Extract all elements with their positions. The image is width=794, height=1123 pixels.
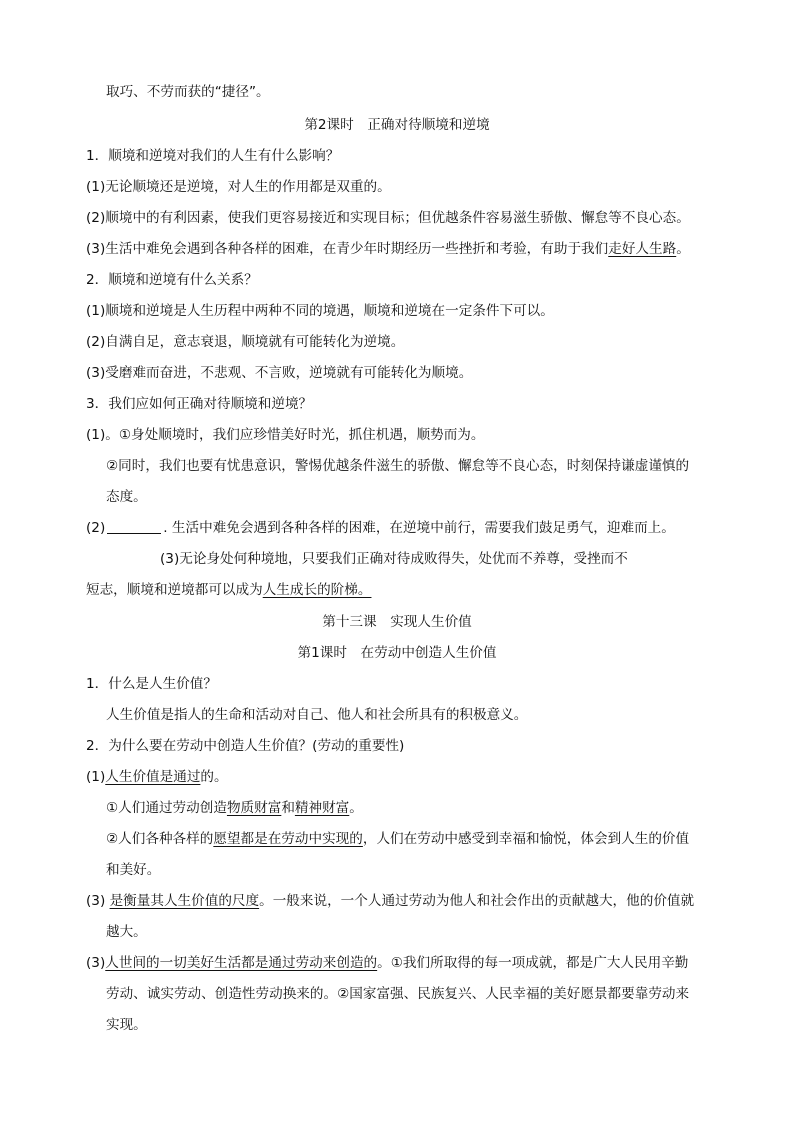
answer-line <box>86 953 726 973</box>
question-2-heading: 2．为什么要在劳动中创造人生价值？(劳动的重要性) <box>86 738 405 754</box>
text-span: 。①我们所取得的每一项成就，都是广大人民用辛勤 <box>377 955 689 971</box>
underlined-text: 物质财富 <box>226 800 282 816</box>
answer-line <box>106 829 746 849</box>
text-span: ，人们在劳动中感受到幸福和愉悦，体会到人生的价值 <box>362 831 690 847</box>
question-1-heading: 1．什么是人生价值？ <box>86 676 217 692</box>
text-span: 。 <box>676 241 690 257</box>
text-span: (2) <box>86 520 106 536</box>
fill-in-blank <box>107 519 161 534</box>
text-span: 。一般来说，一个人通过劳动为他人和社会作出的贡献越大，他的价值就 <box>259 893 695 909</box>
answer-line: (1)无论顺境还是逆境，对人生的作用都是双重的。 <box>86 179 391 195</box>
underlined-text: 走好人生路 <box>608 241 677 257</box>
text-span: ①人们通过劳动创造 <box>106 800 227 816</box>
answer-line <box>86 891 726 911</box>
question-3-heading: 3．我们应如何正确对待顺境和逆境？ <box>86 396 313 412</box>
answer-line: 态度。 <box>106 489 147 505</box>
answer-line <box>86 580 726 600</box>
underlined-text: 是衡量其人生价值的尺度 <box>109 893 260 909</box>
lesson-13-heading: 第十三课 实现人生价值 <box>322 614 472 630</box>
answer-line: (2)自满自足，意志衰退，顺境就有可能转化为逆境。 <box>86 334 405 350</box>
answer-line: (3)受磨难而奋进，不悲观、不言败，逆境就有可能转化为顺境。 <box>86 365 473 381</box>
text-span: (3)生活中难免会遇到各种各样的困难，在青少年时期经历一些挫折和考验，有助于我们 <box>86 241 609 257</box>
answer-line <box>86 239 726 259</box>
answer-line: (1)顺境和逆境是人生历程中两种不同的境遇，顺境和逆境在一定条件下可以。 <box>86 303 554 319</box>
text-span: 的。 <box>200 769 228 785</box>
text-span: 和 <box>281 800 295 816</box>
answer-line <box>86 767 726 787</box>
answer-line: 人生价值是指人的生命和活动对自己、他人和社会所具有的积极意义。 <box>106 707 528 723</box>
text-span: . 生活中难免会遇到各种各样的困难，在逆境中前行，需要我们鼓足勇气，迎难而上。 <box>163 520 675 536</box>
underlined-text: 人世间的一切美好生活都是通过劳动来创造的 <box>105 955 378 971</box>
answer-line <box>86 518 726 538</box>
text-span: ②人们各种各样的 <box>106 831 214 847</box>
text-span: (3) <box>86 893 110 909</box>
continued-text-line: 取巧、不劳而获的“捷径”。 <box>106 84 270 100</box>
text-span: (1) <box>86 769 106 785</box>
underlined-text: 愿望都是在劳动中实现的 <box>213 831 363 847</box>
question-2-heading: 2．顺境和逆境有什么关系？ <box>86 272 258 288</box>
answer-line: (1)。①身处顺境时，我们应珍惜美好时光，抓住机遇，顺势而为。 <box>86 427 485 443</box>
text-span: 。 <box>349 800 363 816</box>
answer-line: 劳动、诚实劳动、创造性劳动换来的。②国家富强、民族复兴、人民幸福的美好愿景都要靠劳动来 <box>106 986 690 1002</box>
answer-line <box>106 798 746 818</box>
answer-line: (3)无论身处何种境地，只要我们正确对待成败得失，处优而不养尊，受挫而不 <box>160 551 628 567</box>
answer-line: 实现。 <box>106 1017 147 1033</box>
question-1-heading: 1．顺境和逆境对我们的人生有什么影响？ <box>86 148 340 164</box>
text-span: 短志，顺境和逆境都可以成为 <box>86 582 263 598</box>
text-span: (3) <box>86 955 106 971</box>
lesson-2-heading: 第2课时 正确对待顺境和逆境 <box>304 117 490 133</box>
answer-line: ②同时，我们也要有忧患意识，警惕优越条件滋生的骄傲、懈怠等不良心态，时刻保持谦虚谨慎的 <box>106 458 690 474</box>
lesson-1-heading: 第1课时 在劳动中创造人生价值 <box>297 645 497 661</box>
answer-line: (2)顺境中的有利因素，使我们更容易接近和实现目标；但优越条件容易滋生骄傲、懈怠等不良心态。 <box>86 210 690 226</box>
answer-line: 越大。 <box>106 924 147 940</box>
underlined-text: 人生成长的阶梯。 <box>262 582 372 598</box>
underlined-text: 人生价值是通过 <box>105 769 201 785</box>
underlined-text: 精神财富 <box>294 800 350 816</box>
answer-line: 和美好。 <box>106 862 161 878</box>
